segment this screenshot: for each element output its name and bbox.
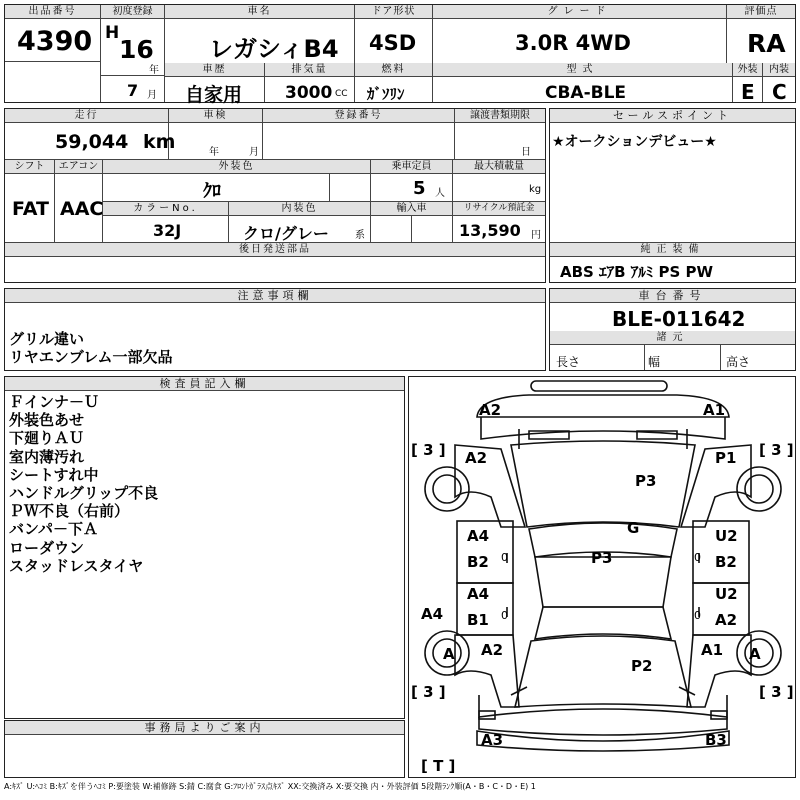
office-block [4,720,405,778]
sales-block [549,108,796,283]
mark-tire-fl: [ 3 ] [411,441,446,459]
reg-year-unit: 年 [149,65,159,76]
recycle-label: リサイクル預託金 [453,202,545,216]
transfer-label: 譲渡書類期限 [455,109,545,123]
inspector-line: 外装色あせ [9,411,85,430]
chassis-block [549,288,796,371]
model-label: 型式 [433,63,732,77]
int-label: 内装 [763,63,795,77]
grade-label: グレード [433,5,726,19]
color-label: 外装色 [103,160,370,174]
height-label: 高さ [726,355,751,369]
later-parts-label: 後日発送部品 [5,243,545,257]
displacement-label: 排気量 [265,63,354,77]
displacement: 3000 [285,83,333,103]
inspector-line: ＰＷ不良（右前） [9,502,130,521]
reg-month-unit: 月 [147,90,157,101]
door-type: 4SD [369,31,417,55]
notes-block [4,288,546,371]
mark-zero-4: 0 [694,609,701,622]
mark-zero-2: 0 [501,609,508,622]
mark-sill-left: A4 [421,605,444,623]
recycle: 13,590 [459,221,521,240]
note-line-1: グリル違い [9,330,85,348]
color-no: 32J [153,221,182,240]
mark-rear-left: A3 [481,731,504,749]
mark-quarter-left: A2 [481,641,504,659]
shift: FAT [12,198,49,220]
inspection-label: 車検 [169,109,262,123]
mileage-unit: km [143,131,176,153]
displacement-unit: CC [335,89,348,99]
era: H [105,23,120,43]
mark-tire-fr: [ 3 ] [759,441,794,459]
ac: AAC [60,198,104,220]
mark-fender-left: A2 [465,449,488,467]
mark-trunk: P2 [631,657,653,675]
model: CBA-BLE [545,83,627,103]
inspection-month-unit: 月 [249,147,259,158]
sales-label: セールスポイント [550,109,795,123]
mark-roof-g: G [627,519,640,537]
mark-tire-rl: [ 3 ] [411,683,446,701]
mileage: 59,044 [55,131,129,153]
import-label: 輸入車 [371,202,452,216]
mark-door-fr-u: U2 [715,527,738,545]
header-block [4,4,796,106]
inspector-label: 検査員記入欄 [5,377,404,391]
damage-diagram [408,376,796,778]
mark-door-fl-a: A4 [467,527,490,545]
mark-hood: P3 [635,472,657,490]
chassis-number: BLE-011642 [612,307,746,331]
ac-label: エアコン [55,160,102,174]
score-label: 評価点 [727,5,795,19]
door-label: ドア形状 [355,5,432,19]
shift-label: シフト [5,160,54,174]
mark-wheel-rl: A [443,645,455,663]
mark-roof-p3: P3 [591,549,613,567]
legend: A:ｷｽﾞ U:ﾍｺﾐ B:ｷｽﾞを伴うﾍｺﾐ P:要塗装 W:補修跡 S:錆 C:腐食 G:ﾌﾛﾝﾄｶﾞﾗｽ点ｷｽﾞ XX:交換済み X:要交換 内・外装評価 5段階ﾗﾝｸ順(A・B・C・D・E) 1 [4,782,536,791]
mark-front-right: A1 [703,401,726,419]
inspection-year-unit: 年 [209,147,219,158]
lot-no: 4390 [17,26,93,57]
inspector-line: Ｆインナ－Ｕ [9,393,100,411]
inspector-line: 室内薄汚れ [9,447,85,466]
interior-unit: 系 [355,230,365,241]
reg-month: 7 [127,81,139,100]
color-no-label: カラーNo. [103,202,228,216]
inspector-line: 下廻りＡＵ [9,429,85,448]
mark-door-rr-a: A2 [715,611,738,629]
regno-label: 登録番号 [263,109,454,123]
lot-no-label: 出品番号 [5,5,100,19]
chassis-label: 車台番号 [550,289,795,303]
first-reg-label: 初度登録 [101,5,164,19]
history-label: 車歴 [165,63,264,77]
mark-tire-rr: [ 3 ] [759,683,794,701]
history: 自家用 [185,84,243,106]
mark-rear-t: [ T ] [421,757,456,775]
mark-door-fr-b: B2 [715,553,737,571]
mark-door-rr-u: U2 [715,585,738,603]
load-unit: kg [529,184,542,195]
equipment-label: 純正装備 [550,243,795,257]
note-line-2: リヤエンブレム一部欠品 [9,348,173,366]
interior: クロ/グレー [243,224,329,243]
interior-label: 内装色 [229,202,370,216]
int-score: C [772,80,787,104]
width-label: 幅 [648,355,661,369]
recycle-unit: 円 [531,230,541,241]
car-outline [409,377,797,779]
spec-block [4,108,546,283]
length-label: 長さ [556,355,581,369]
color: ｸﾛ [203,181,221,202]
mark-front-left: A2 [479,401,502,419]
mark-quarter-right: A1 [701,641,724,659]
transfer-day-unit: 日 [521,147,531,158]
inspector-line: ローダウン [9,538,85,557]
fuel: ｶﾞｿﾘﾝ [367,85,405,103]
grade: 3.0R 4WD [515,31,631,55]
mark-zero-1: 0 [501,551,508,564]
notes-label: 注意事項欄 [5,289,545,303]
inspector-line: シートすれ中 [9,465,99,484]
mark-wheel-rr: A [749,645,761,663]
sales-point: ★オークションデビュー★ [552,134,717,150]
ext-score: E [741,80,755,104]
fuel-label: 燃料 [355,63,432,77]
capacity-unit: 人 [435,188,445,199]
mark-door-fl-b: B2 [467,553,489,571]
ext-label: 外装 [733,63,762,77]
mileage-label: 走行 [5,109,168,123]
load-label: 最大積載量 [453,160,545,174]
inspector-line: バンパ－下Ａ [9,520,98,539]
score: RA [747,29,786,58]
capacity-label: 乗車定員 [371,160,452,174]
capacity: 5 [413,178,426,199]
mark-door-rl-a: A4 [467,585,490,603]
name-label: 車名 [165,5,354,19]
car-name: レガシィB4 [209,35,339,63]
inspector-line: スタッドレスタイヤ [9,556,144,575]
mark-fender-right: P1 [715,449,737,467]
inspector-block [4,376,405,719]
inspector-line: ハンドルグリップ不良 [9,484,159,503]
mark-zero-3: 0 [694,551,701,564]
mark-door-rl-b: B1 [467,611,489,629]
office-label: 事務局よりご案内 [5,721,404,735]
mark-rear-right: B3 [705,731,727,749]
dims-label: 諸元 [550,331,795,345]
equipment: ABS ｴｱB ｱﾙﾐ PS PW [560,263,714,281]
reg-year: 16 [119,35,154,64]
